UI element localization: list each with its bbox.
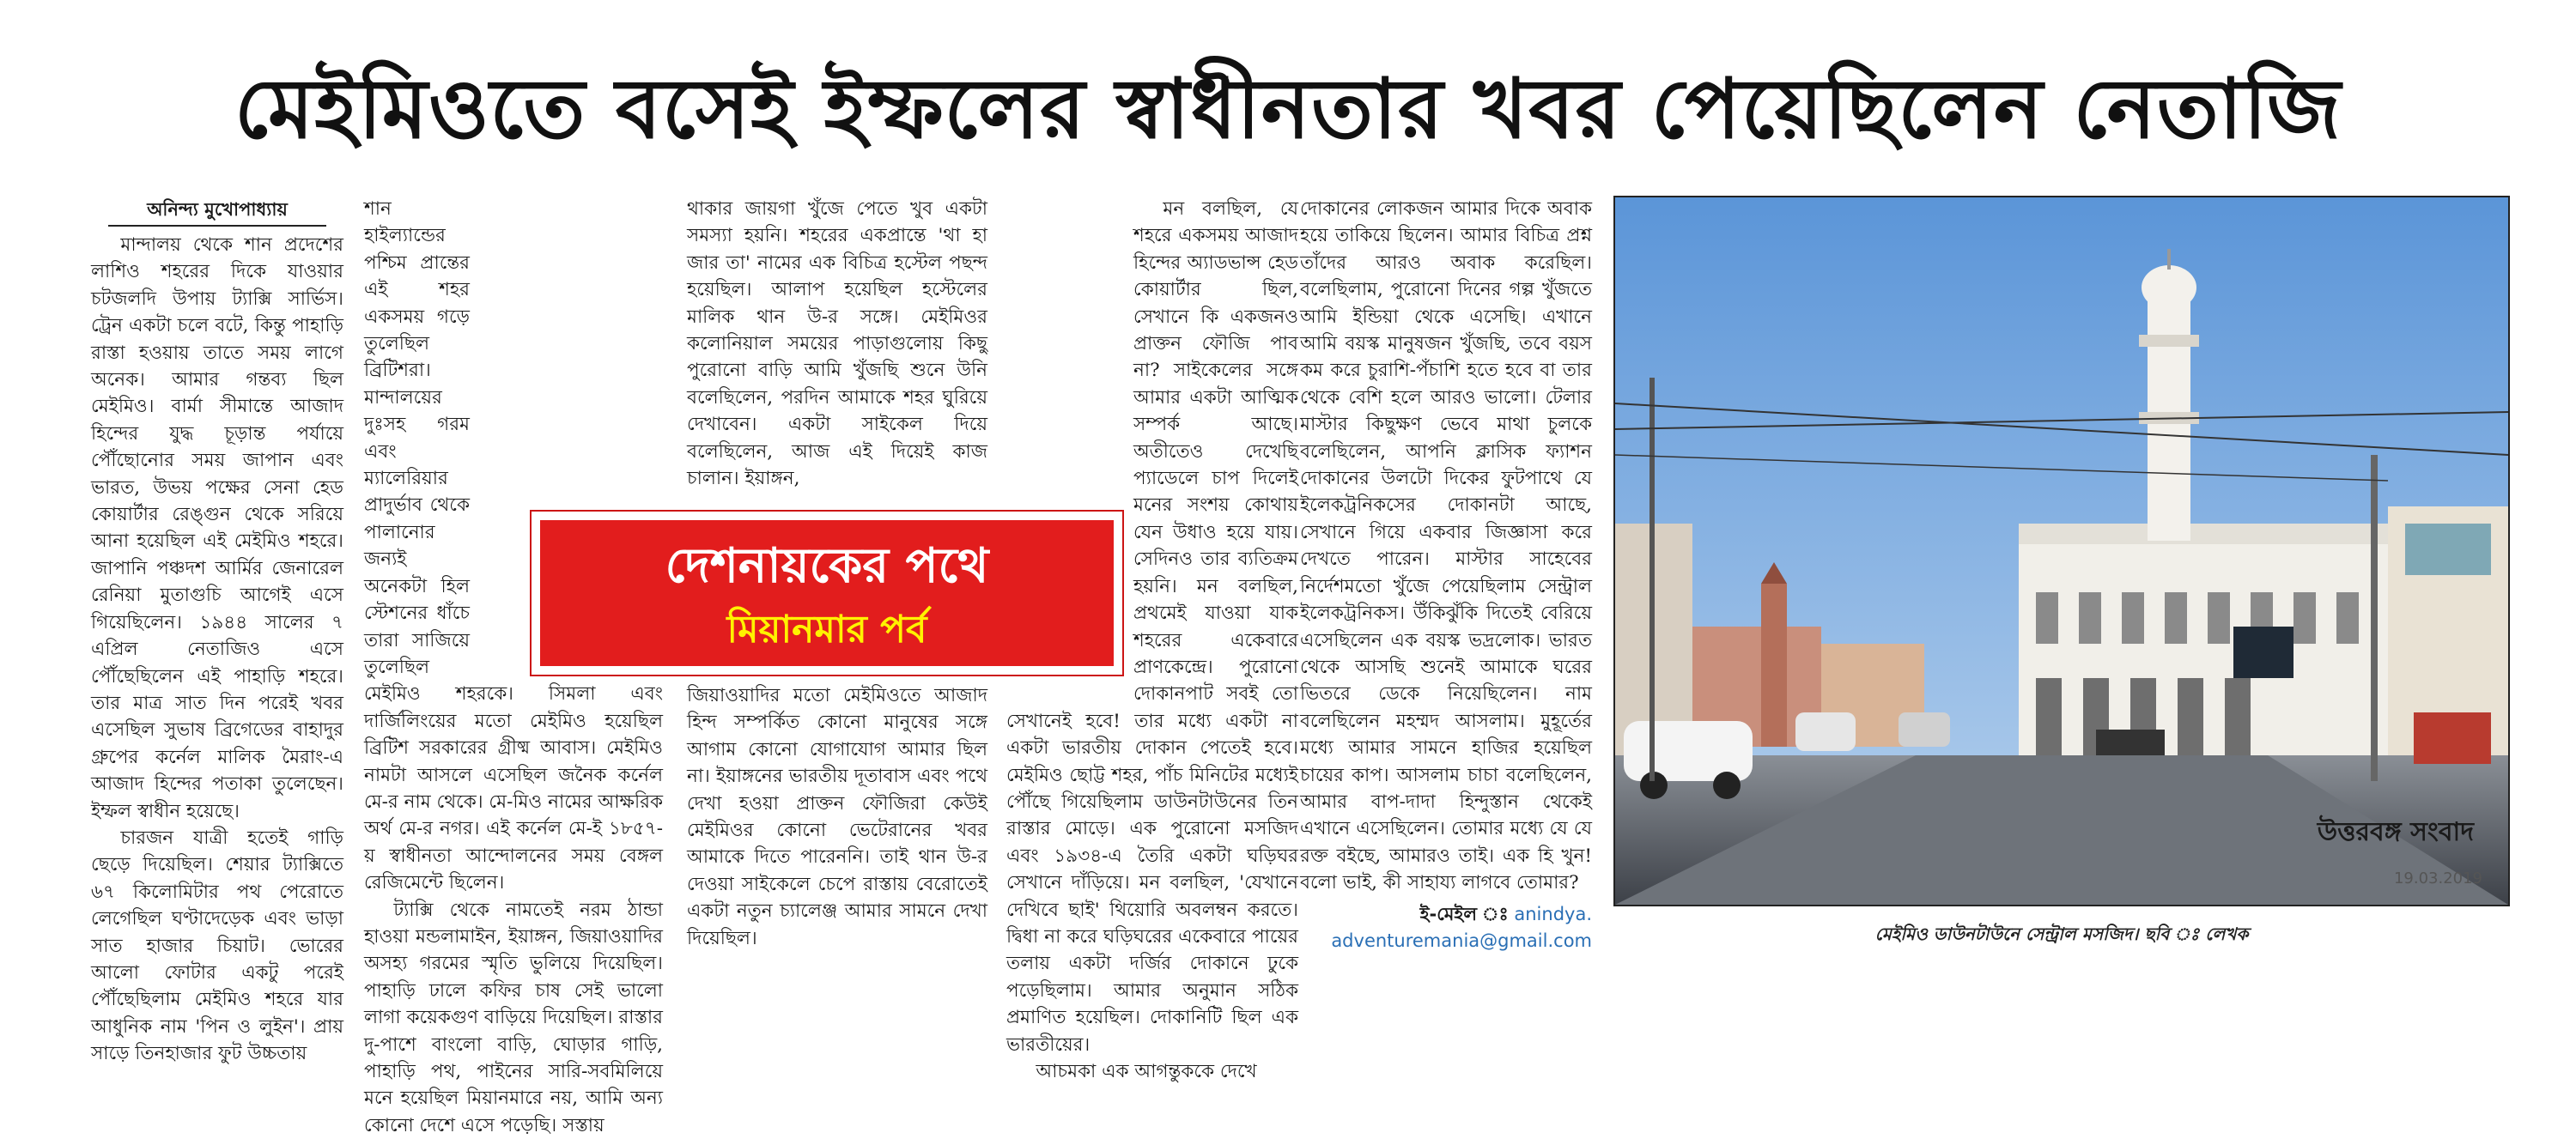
article-column-1 bbox=[91, 196, 343, 1065]
series-banner bbox=[532, 512, 1122, 675]
photo-date: 19.03.2019 bbox=[2393, 869, 2482, 888]
email-address-part-2[interactable]: adventuremania@gmail.com bbox=[1331, 930, 1592, 951]
article-photo bbox=[1613, 196, 2510, 906]
paragraph: জিয়াওয়াদির মতো মেইমিওতে আজাদ হিন্দ সম্পর্কিত কোনো মানুষের সঙ্গে আগাম কোনো যোগাযোগ আমার ছিল না। ইয়াঙ্গনের ভারতীয় দূতাবাস এবং পথে দেখা হওয়া প্রাক্তন ফৌজিরা কেউই মেইমিওর কোনো ভেটেরানের খবর আমাকে দিতে পারেননি। তাই থান উ-র দেওয়া সাইকেলে চেপে রাস্তায় বেরোতেই একটা নতুন চ্যালেঞ্জ আমার সামনে দেখা দিয়েছিল। bbox=[687, 685, 987, 949]
series-title: দেশনায়কের পথে bbox=[665, 538, 989, 594]
email-address-part-1[interactable]: anindya. bbox=[1514, 904, 1592, 924]
photo-caption: মেইমিও ডাউনটাউনে সেন্ট্রাল মসজিদ। ছবি ঃ লেখক bbox=[1874, 924, 2249, 944]
paragraph: থাকার জায়গা খুঁজে পেতে খুব একটা সমস্যা হয়নি। শহরের একপ্রান্তে 'থা হা জার তা' নামের এক বিচিত্র হস্টেল পছন্দ হয়েছিল। আলাপ হয়েছিল হস্টেলের মালিক থান উ-র সঙ্গে। মেইমিওর কলোনিয়াল সময়ের পাড়াগুলোয় কিছু পুরোনো বাড়ি আমি খুঁজছি শুনে উনি বলেছিলেন, পরদিন আমাকে শহর ঘুরিয়ে দেখাবেন। একটা সাইকেল দিয়ে বলেছিলেন, আজ এই দিয়েই কাজ চালান। ইয়াঙ্গন, bbox=[687, 198, 987, 490]
paragraph: চারজন যাত্রী হতেই গাড়ি ছেড়ে দিয়েছিল। শেয়ার ট্যাক্সিতে ৬৭ কিলোমিটার পথ পেরোতে লেগেছিল ঘণ্টাদেড়েক এবং ভাড়া সাত হাজার চিয়াট। ভোরের আলো ফোটার একটু পরেই পৌঁছেছিলাম মেইমিও শহরে যার আধুনিক নাম 'পিন ও লুইন'। প্রায় সাড়ে তিনহাজার ফুট উচ্চতায় bbox=[91, 827, 343, 1065]
paragraph: মন বলছিল, যে শহরে একসময় আজাদ হিন্দের অ্যাডভান্স হেড কোয়ার্টার ছিল, সেখানে কি একজনও প্রাক্তন ফৌজি পাব না? সাইকেলের সঙ্গে আমার একটা আত্মিক সম্পর্ক আছে। অতীতেও দেখেছি প্যাডেলে চাপ দিলেই মনের সংশয় কোথায় যেন উধাও হয়ে যায়। সেদিনও তার ব্যতিক্রম হয়নি। মন বলছিল, প্রথমেই যাওয়া যাক শহরের একেবারে প্রাণকেন্দ্রে। পুরোনো দোকানপাট সবই তো সেখানেই হবে! তার মধ্যে একটা না একটা ভারতীয় দোকান পেতেই হবে। মেইমিও ছোট্ট শহর, পাঁচ মিনিটের মধ্যেই পৌঁছে গিয়েছিলাম ডাউনটাউনের তিন রাস্তার মোড়ে। এক পুরোনো মসজিদ এবং ১৯৩৪-এ তৈরি একটা ঘড়িঘর সেখানে দাঁড়িয়ে। মন বলছিল, 'যেখানে দেখিবে ছাই' থিয়োরি অবলম্বন করতে। দ্বিধা না করে ঘড়িঘরের একেবারে পায়ের তলায় একটা দর্জির দোকানে ঢুকে পড়েছিলাম। আমার অনুমান সঠিক প্রমাণিত হয়েছিল। দোকানিটি ছিল এক ভারতীয়ের। bbox=[1006, 198, 1298, 1056]
headline: মেইমিওতে বসেই ইম্ফলের স্বাধীনতার খবর পেয়েছিলেন নেতাজি bbox=[234, 61, 2342, 157]
article-column-5 bbox=[1300, 196, 1592, 895]
byline: অনিন্দ্য মুখোপাধ্যায় bbox=[108, 196, 326, 227]
mosque-street-photo bbox=[1615, 197, 2508, 905]
paragraph: আচমকা এক আগন্তুককে দেখে bbox=[1036, 1061, 1257, 1082]
paragraph: শান হাইল্যান্ডের পশ্চিম প্রান্তের এই শহর একসময় গড়ে তুলেছিল ব্রিটিশরা। মান্দালয়ের দুঃসহ গরম এবং ম্যালেরিয়ার প্রাদুর্ভাব থেকে পালানোর জন্যই অনেকটা হিল স্টেশনের ধাঁচে তারা সাজিয়ে তুলেছিল মেইমিও শহরকে। সিমলা এবং দার্জিলিংয়ের মতো মেইমিও হয়েছিল ব্রিটিশ সরকারের গ্রীষ্ম আবাস। মেইমিও নামটা আসলে এসেছিল জনৈক কর্নেল মে-র নাম থেকে। মে-মিও নামের আক্ষরিক অর্থ মে-র নগর। এই কর্নেল মে-ই ১৮৫৭-য় স্বাধীনতা আন্দোলনের সময় বেঙ্গল রেজিমেন্টে ছিলেন। bbox=[364, 198, 663, 894]
article-column-3-bottom bbox=[687, 682, 987, 957]
paragraph: মান্দালয় থেকে শান প্রদেশের লাশিও শহরের দিকে যাওয়ার চটজলদি উপায় ট্যাক্সি সার্ভিস। ট্রেন একটা চলে বটে, কিন্তু পাহাড়ি রাস্তা হওয়ায় তাতে সময় লাগে অনেক। আমার গন্তব্য ছিল মেইমিও। বার্মা সীমান্তে আজাদ হিন্দের যুদ্ধ চূড়ান্ত পর্যায়ে পৌঁছোনোর সময় জাপান এবং ভারত, উভয় পক্ষের সেনা হেড কোয়ার্টার রেঙ্গুন থেকে সরিয়ে আনা হয়েছিল এই মেইমিও শহরে। জাপানি পঞ্চদশ আর্মির জেনারেল রেনিয়া মুতাগুচি আগেই এসে গিয়েছিলেন। ১৯৪৪ সালের ৭ এপ্রিল নেতাজিও এসে পৌঁছেছিলেন এই পাহাড়ি শহরে। তার মাত্র সাত দিন পরেই খবর এসেছিল সুভাষ ব্রিগেডের বাহাদুর গ্রুপের কর্নেল মালিক মৈরাং-এ আজাদ হিন্দের পতাকা তুলেছেন। ইম্ফল স্বাধীন হয়েছে। bbox=[91, 234, 343, 822]
email-label: ই-মেইল ঃ bbox=[1419, 904, 1509, 924]
author-email bbox=[1300, 901, 1592, 954]
article-column-3-top bbox=[687, 196, 987, 500]
paragraph: ট্যাক্সি থেকে নামতেই নরম ঠান্ডা হাওয়া মন্ডলামাইন, ইয়াঙ্গন, জিয়াওয়াদির অসহ্য গরমের স্মৃতি ভুলিয়ে দিয়েছিল। পাহাড়ি ঢালে কফির চাষ সেই ভালো লাগা কয়েকগুণ বাড়িয়ে দিয়েছিল। রাস্তার দু-পাশে বাংলো বাড়ি, ঘোড়ার গাড়ি, পাহাড়ি পথ, পাইনের সারি-সবমিলিয়ে মনে হয়েছিল মিয়ানমারে নয়, আমি অন্য কোনো দেশে এসে পড়েছি। সস্তায় bbox=[364, 899, 663, 1136]
newspaper-watermark: উত্তরবঙ্গ সংবাদ bbox=[2317, 817, 2474, 847]
series-subtitle: মিয়ানমার পর্ব bbox=[726, 608, 927, 651]
paragraph: দোকানের লোকজন আমার দিকে অবাক হয়ে তাকিয়ে ছিলেন। আমার বিচিত্র প্রশ্ন তাঁদের আরও অবাক করেছিল। বলেছিলাম, পুরোনো দিনের গল্প খুঁজতে আমি ইন্ডিয়া থেকে এসেছি। এখানে আমি বয়স্ক মানুষজন খুঁজছি, তবে বয়স কম করে চুরাশি-পঁচাশি হতে হবে বা তার থেকে বেশি হলে আরও ভালো। টেলার মাস্টার কিছুক্ষণ ভেবে মাথা চুলকে বলেছিলেন, আপনি ক্লাসিক ফ্যাশন দোকানের উলটো দিকের ফুটপাথে যে ইলেকট্রনিকসের দোকানটা আছে, সেখানে গিয়ে একবার জিজ্ঞাসা করে দেখতে পারেন। মাস্টার সাহেবের নির্দেশমতো খুঁজে পেয়েছিলাম সেন্ট্রাল ইলেকট্রনিকস। উঁকিঝুঁকি দিতেই বেরিয়ে এসেছিলেন এক বয়স্ক ভদ্রলোক। ভারত থেকে আসছি শুনেই আমাকে ঘরের ভিতরে ডেকে নিয়েছিলেন। নাম বলেছিলেন মহম্মদ আসলাম। মুহূর্তের মধ্যে আমার সামনে হাজির হয়েছিল চায়ের কাপ। আসলাম চাচা বলেছিলেন, আমার বাপ-দাদা হিন্দুস্তান থেকেই এখানে এসেছিলেন। তোমার মধ্যে যে যে রক্ত বইছে, আমারও তাই। এক হি খুন! বলো ভাই, কী সাহায্য লাগবে তোমার? bbox=[1300, 198, 1592, 894]
